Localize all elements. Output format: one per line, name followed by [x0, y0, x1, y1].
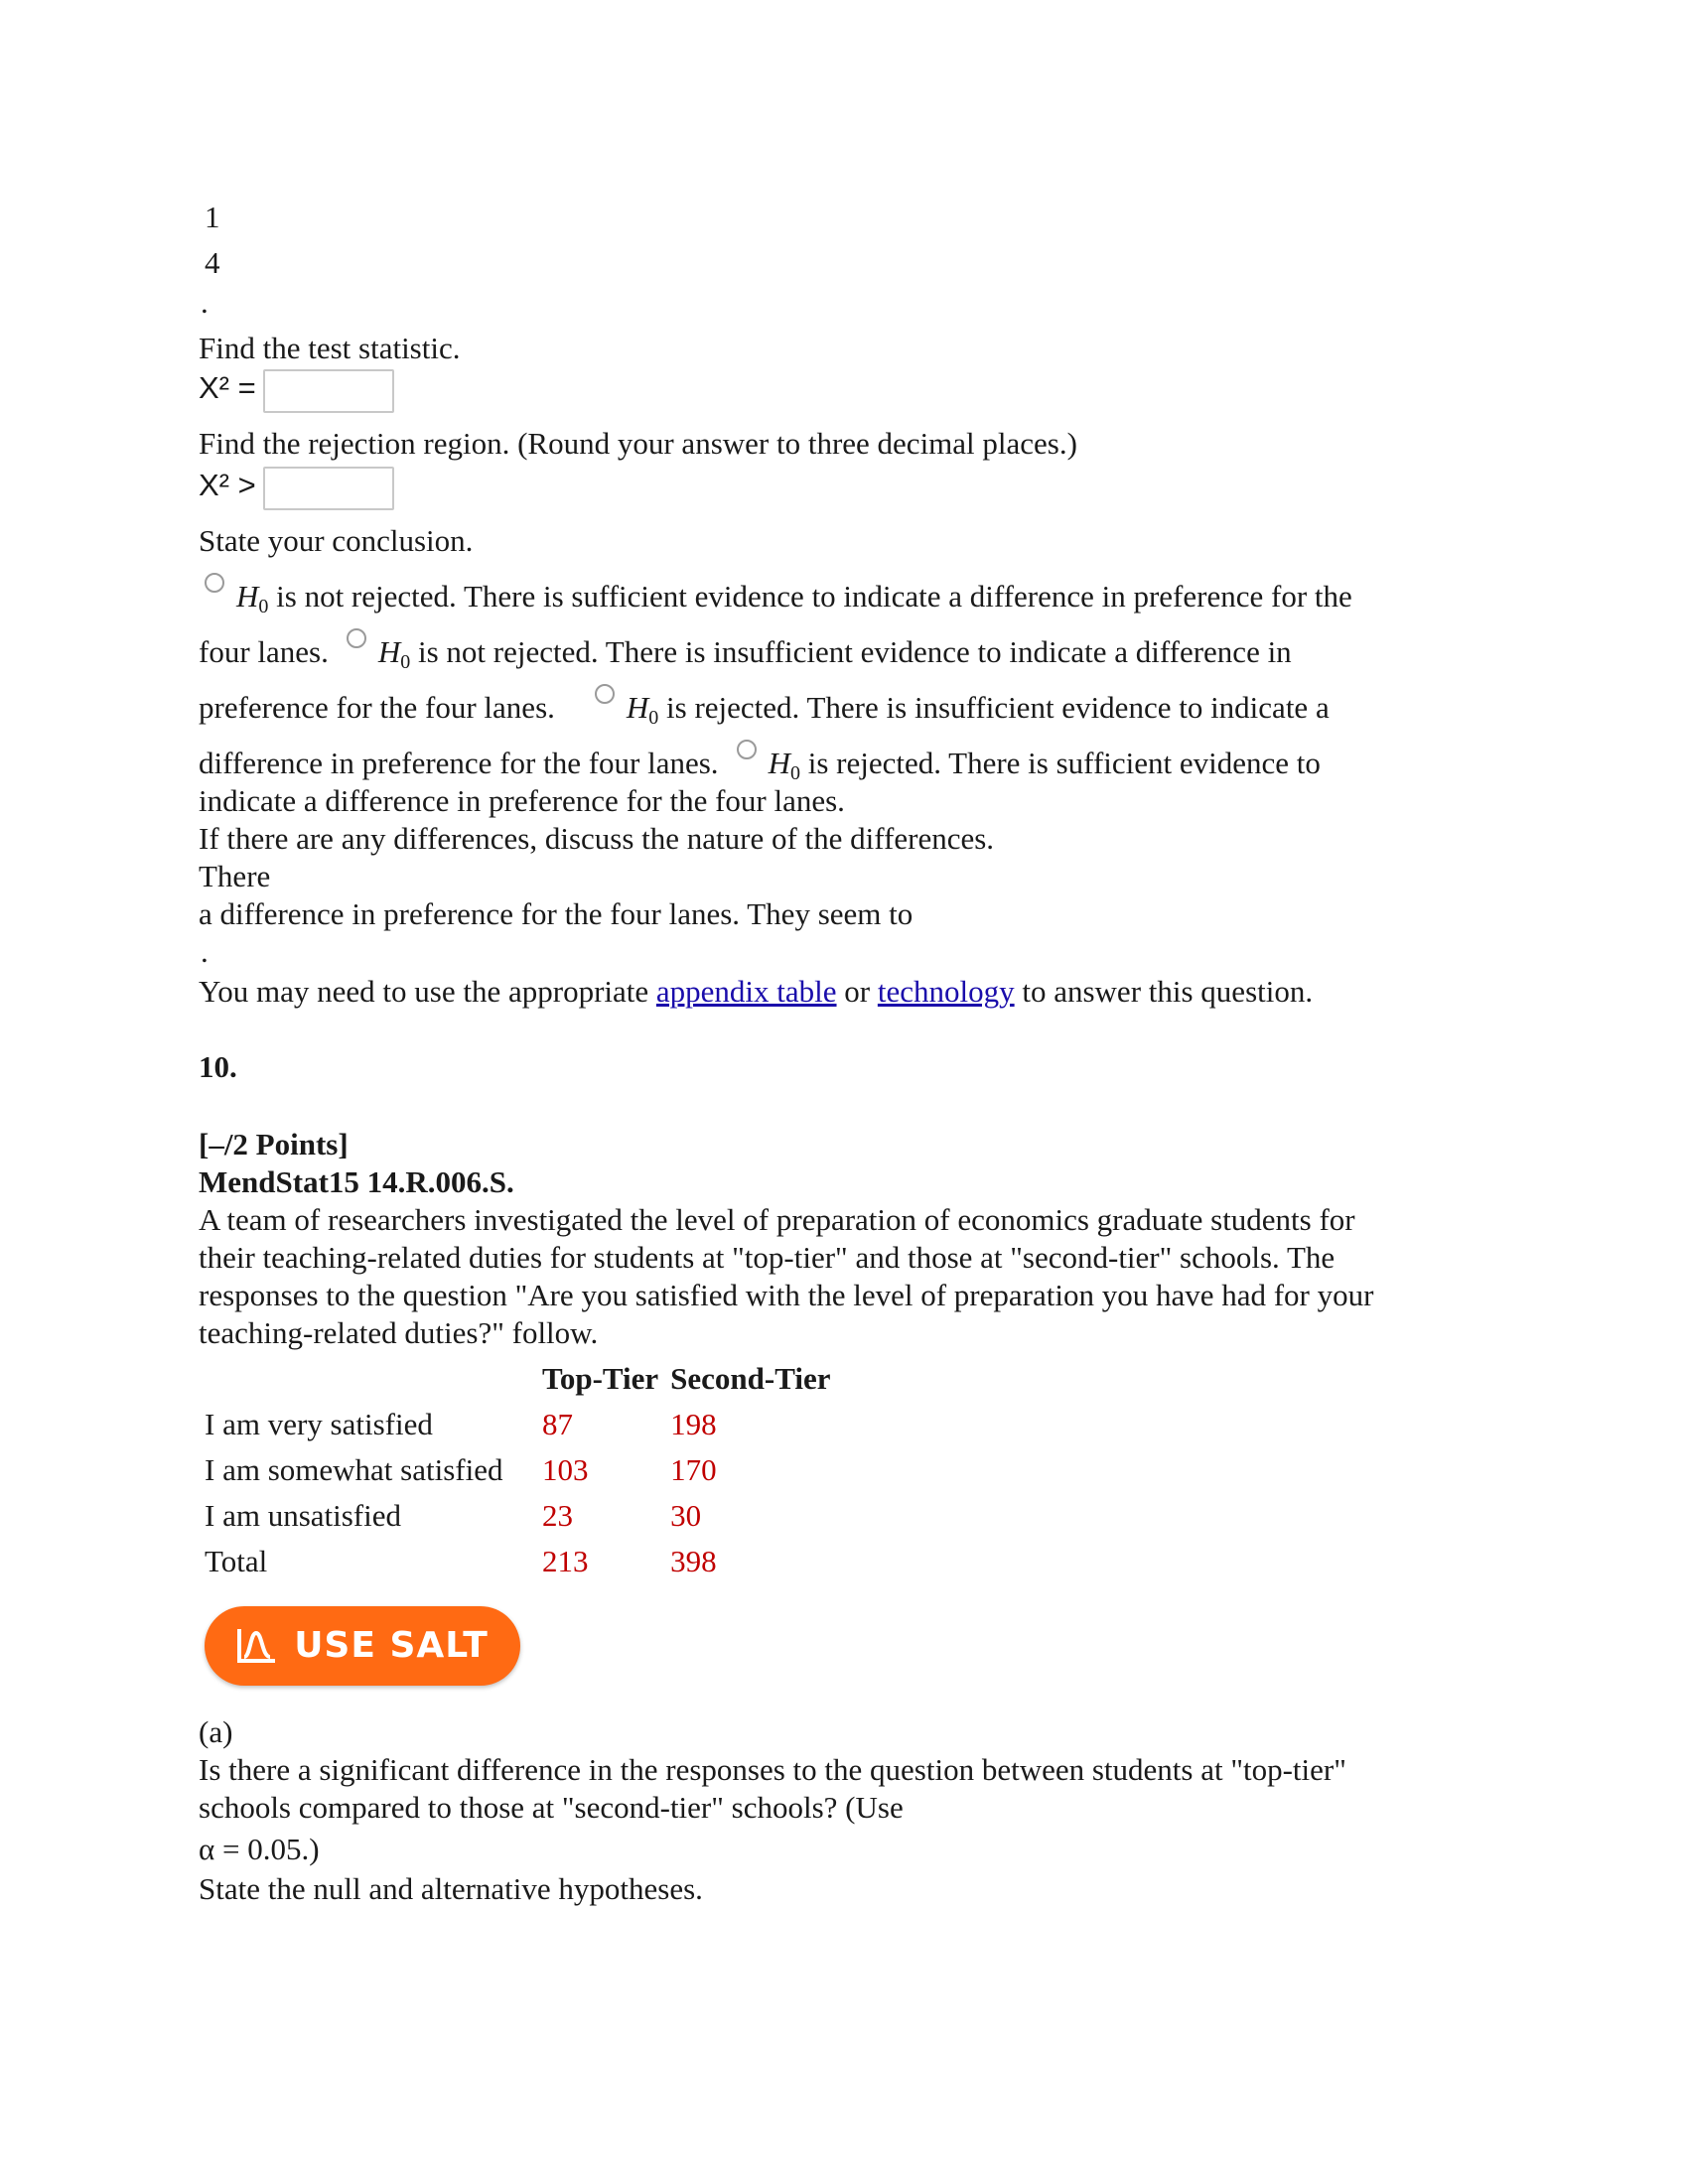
rejection-region-row	[199, 467, 394, 510]
chi-square-input[interactable]	[263, 369, 394, 413]
discuss-differences: If there are any differences, discuss the nature of the differences.	[199, 821, 995, 856]
table-header-row	[199, 1356, 836, 1402]
question-paragraph-1: A team of researchers investigated the level of preparation of economics graduate students for	[199, 1202, 1355, 1237]
option-4-text-b: indicate a difference in preference for the four lanes.	[199, 783, 845, 818]
conclusion-line-2	[199, 633, 1292, 675]
table-row	[199, 1493, 836, 1539]
top-tier-value: 23	[542, 1498, 573, 1533]
fragment-dot: .	[201, 285, 209, 320]
top-tier-value: 87	[542, 1407, 573, 1441]
use-salt-button[interactable]	[205, 1606, 520, 1686]
technology-link[interactable]: technology	[877, 974, 1015, 1009]
question-code: MendStat15 14.R.006.S.	[199, 1164, 514, 1199]
option-3-text-a: is rejected. There is insufficient evidence to indicate a	[658, 690, 1330, 725]
conclusion-line-1	[199, 578, 1352, 619]
appendix-pre-text: You may need to use the appropriate	[199, 974, 656, 1009]
option-1-text-b: four lanes.	[199, 634, 329, 669]
part-a-text-1: Is there a significant difference in the responses to the question between students at "top-tier"	[199, 1752, 1346, 1787]
alpha-value: α = 0.05.)	[199, 1832, 320, 1866]
conclusion-option-1-radio[interactable]	[205, 573, 224, 593]
conclusion-option-3-radio[interactable]	[595, 684, 615, 704]
state-hypotheses: State the null and alternative hypotheses.	[199, 1871, 703, 1906]
h0-symbol: H0	[236, 579, 269, 617]
appendix-note	[199, 973, 1313, 1011]
state-conclusion: State your conclusion.	[199, 523, 474, 558]
salt-chart-icon	[236, 1627, 278, 1665]
second-tier-value: 198	[670, 1407, 717, 1441]
second-tier-value: 398	[670, 1544, 717, 1578]
option-2-text-b: preference for the four lanes.	[199, 690, 555, 725]
data-table	[199, 1356, 836, 1584]
rejection-region-input[interactable]	[263, 467, 394, 510]
data-table-wrapper	[199, 1356, 836, 1584]
top-tier-value: 103	[542, 1452, 589, 1487]
table-header-top-tier: Top-Tier	[542, 1361, 659, 1396]
find-test-statistic: Find the test statistic.	[199, 331, 461, 365]
question-points: [–/2 Points]	[199, 1127, 349, 1161]
top-tier-value: 213	[542, 1544, 589, 1578]
option-1-text-a: is not rejected. There is sufficient evidence to indicate a difference in preference for the	[268, 579, 1352, 614]
conclusion-line-4	[199, 745, 1321, 786]
question-paragraph-2: their teaching-related duties for students at "top-tier" and those at "second-tier" schools. The	[199, 1240, 1336, 1275]
table-row	[199, 1539, 836, 1584]
table-row	[199, 1447, 836, 1493]
row-label: I am unsatisfied	[205, 1498, 402, 1533]
difference-line: a difference in preference for the four lanes. They seem to	[199, 896, 914, 931]
chi-square-gt-label: X² >	[199, 468, 256, 503]
chi-square-eq-label: X² =	[199, 370, 256, 406]
option-4-text-a: is rejected. There is sufficient evidence to	[799, 746, 1321, 780]
question-number: 10.	[199, 1049, 237, 1084]
appendix-table-link[interactable]: appendix table	[655, 974, 837, 1009]
trailing-dot: .	[201, 934, 209, 969]
conclusion-option-2-radio[interactable]	[347, 628, 366, 648]
chi-square-answer-row	[199, 369, 394, 413]
option-2-text-a: is not rejected. There is insufficient evidence to indicate a difference in	[410, 634, 1292, 669]
part-a-text-2: schools compared to those at "second-tier" schools? (Use	[199, 1790, 904, 1825]
option-3-text-b: difference in preference for the four lanes.	[199, 746, 719, 780]
table-row	[199, 1402, 836, 1447]
find-rejection-region: Find the rejection region. (Round your answer to three decimal places.)	[199, 426, 1077, 461]
h0-symbol: H0	[626, 690, 659, 729]
second-tier-value: 170	[670, 1452, 717, 1487]
fragment-digit-4: 4	[205, 245, 220, 280]
h0-symbol: H0	[768, 746, 800, 784]
second-tier-value: 30	[670, 1498, 702, 1533]
appendix-mid-text: or	[836, 974, 878, 1009]
question-paragraph-3: responses to the question "Are you satisfied with the level of preparation you have had for your	[199, 1278, 1374, 1312]
table-header-blank	[199, 1356, 536, 1402]
conclusion-line-3	[199, 689, 1330, 731]
row-label: Total	[205, 1544, 268, 1578]
h0-symbol: H0	[377, 634, 411, 673]
use-salt-label: USE SALT	[294, 1625, 489, 1666]
row-label: I am very satisfied	[205, 1407, 433, 1441]
conclusion-option-4-radio[interactable]	[737, 740, 757, 759]
row-label: I am somewhat satisfied	[205, 1452, 503, 1487]
table-header-second-tier: Second-Tier	[670, 1361, 831, 1396]
part-a-label: (a)	[199, 1714, 233, 1749]
fragment-digit-1: 1	[205, 200, 220, 234]
appendix-post-text: to answer this question.	[1014, 974, 1314, 1009]
there-text: There	[199, 859, 271, 893]
question-paragraph-4: teaching-related duties?" follow.	[199, 1315, 599, 1350]
